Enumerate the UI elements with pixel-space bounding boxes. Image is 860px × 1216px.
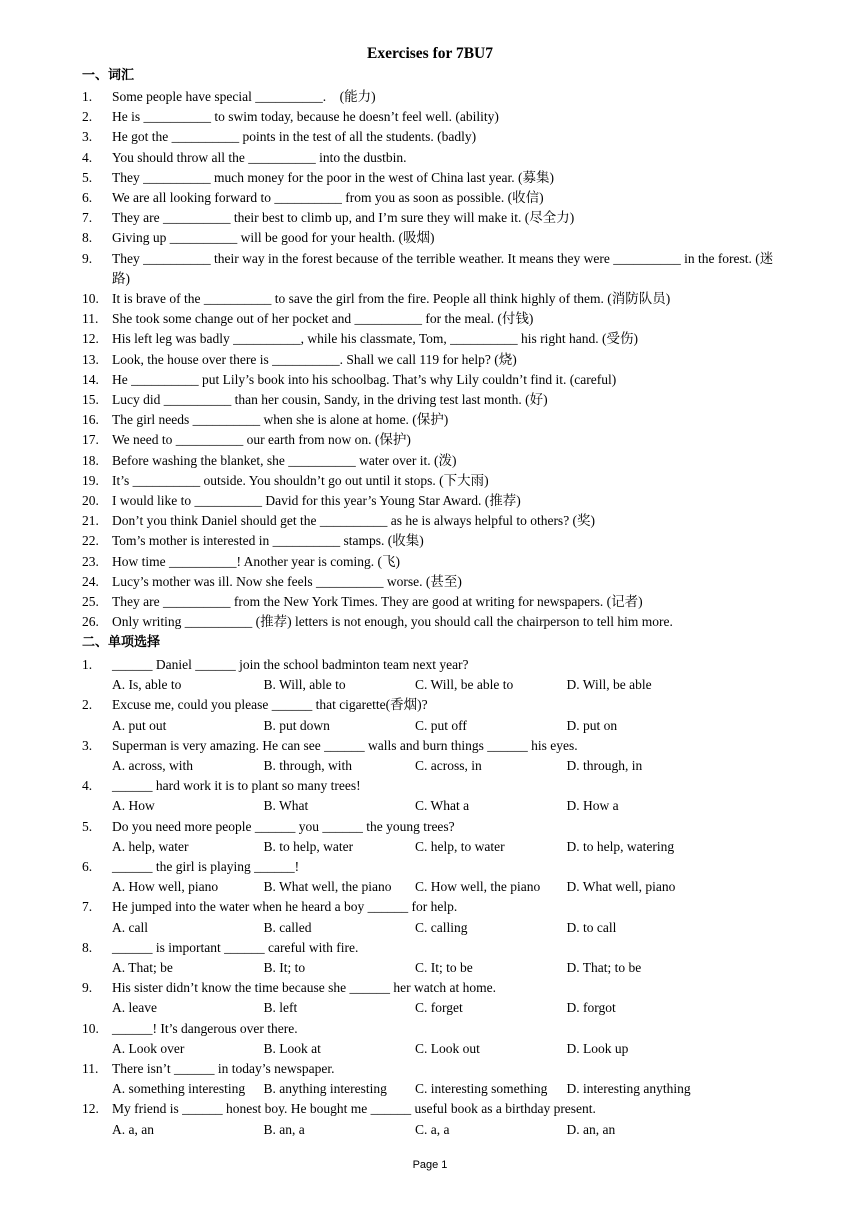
vocab-question [82, 168, 782, 188]
question-text: The girl needs __________ when she is alone at home. (保护) [112, 412, 449, 428]
answer-option: C. How well, the piano [415, 879, 541, 895]
question-text: I would like to __________ David for this year’s Young Star Award. (推荐) [112, 493, 521, 509]
question-text: Superman is very amazing. He can see ______ walls and burn things ______ his eyes. [112, 737, 578, 753]
vocab-question [82, 370, 782, 390]
question-text: He jumped into the water when he heard a boy ______ for help. [112, 899, 458, 915]
vocab-question [82, 511, 782, 531]
mc-question [82, 1059, 782, 1099]
question-number: 8. [82, 230, 93, 246]
vocab-question [82, 350, 782, 370]
question-text: They __________ their way in the forest because of the terrible weather. It means they were __________ in the forest. (迷路) [112, 250, 774, 286]
answer-option: D. to call [566, 919, 617, 935]
answer-option: A. help, water [112, 838, 189, 854]
vocab-question [82, 390, 782, 410]
question-stem [82, 655, 782, 675]
answer-option: C. What a [415, 798, 470, 814]
vocab-question [82, 107, 782, 127]
mc-question [82, 1019, 782, 1059]
question-text: ______ Daniel ______ join the school badminton team next year? [112, 657, 469, 672]
question-number: 5. [82, 169, 93, 185]
question-number: 4. [82, 149, 93, 165]
answer-option: A. How well, piano [112, 879, 219, 895]
answer-option: C. It; to be [415, 960, 473, 976]
answer-option: C. Will, be able to [415, 677, 514, 693]
answer-option: A. Look over [112, 1040, 185, 1056]
question-stem [82, 1059, 782, 1079]
question-number: 10. [82, 291, 99, 307]
question-number: 9. [82, 980, 93, 996]
question-text: He is __________ to swim today, because he doesn’t feel well. (ability) [112, 109, 499, 125]
mc-question [82, 978, 782, 1018]
answer-option: A. call [112, 919, 148, 935]
answer-options [82, 756, 782, 776]
answer-option: D. How a [566, 798, 619, 814]
question-text: It is brave of the __________ to save the girl from the fire. People all think highly of them. (消防队员) [112, 291, 671, 307]
question-text: We need to __________ our earth from now on. (保护) [112, 432, 411, 448]
vocab-question [82, 289, 782, 309]
vocab-question [82, 127, 782, 147]
question-number: 13. [82, 351, 99, 367]
section-heading-multiple-choice: 二、单项选择 [82, 635, 161, 650]
section-heading-vocabulary: 一、词汇 [82, 68, 135, 83]
answer-option: D. Will, be able [566, 677, 652, 693]
answer-options [82, 958, 782, 978]
question-stem [82, 978, 782, 998]
question-text: ______ hard work it is to plant so many trees! [112, 778, 361, 794]
question-text: ______ the girl is playing ______! [112, 859, 300, 875]
vocab-question [82, 572, 782, 592]
vocab-question [82, 410, 782, 430]
question-number: 26. [82, 614, 99, 630]
answer-option: D. Look up [566, 1040, 629, 1056]
answer-options [82, 1079, 782, 1099]
question-text: He __________ put Lily’s book into his schoolbag. That’s why Lily couldn’t find it. (careful) [112, 371, 617, 387]
answer-option: B. Look at [263, 1040, 321, 1056]
question-number: 12. [82, 1101, 99, 1117]
answer-option: D. put on [566, 717, 618, 733]
answer-option: B. left [263, 1000, 298, 1016]
question-stem [82, 736, 782, 756]
vocab-question [82, 491, 782, 511]
answer-option: A. Is, able to [112, 677, 182, 693]
answer-option: D. through, in [566, 758, 643, 774]
question-number: 8. [82, 939, 93, 955]
answer-option: B. What [263, 798, 309, 814]
question-number: 7. [82, 210, 93, 226]
question-text: My friend is ______ honest boy. He bought me ______ useful book as a birthday present. [112, 1101, 596, 1117]
question-number: 24. [82, 573, 99, 589]
answer-option: C. a, a [415, 1121, 450, 1137]
answer-option: C. across, in [415, 758, 482, 774]
answer-options [82, 675, 782, 695]
answer-option: B. called [263, 919, 312, 935]
question-number: 1. [82, 89, 93, 104]
answer-option: D. to help, watering [566, 838, 675, 854]
vocabulary-question-list [82, 87, 782, 632]
answer-option: C. calling [415, 919, 468, 935]
answer-option: A. across, with [112, 758, 193, 774]
question-text: They __________ much money for the poor in the west of China last year. (募集) [112, 169, 555, 185]
question-number: 7. [82, 899, 93, 915]
question-number: 11. [82, 311, 99, 327]
answer-option: D. What well, piano [566, 879, 676, 895]
question-text: Lucy did __________ than her cousin, Sandy, in the driving test last month. (好) [112, 392, 548, 408]
answer-option: A. put out [112, 717, 167, 733]
mc-question [82, 1099, 782, 1139]
answer-option: B. It; to [263, 960, 306, 976]
question-text: ______! It’s dangerous over there. [112, 1020, 298, 1036]
mc-question [82, 938, 782, 978]
question-text: Look, the house over there is __________. Shall we call 119 for help? (烧) [112, 351, 517, 367]
answer-option: C. put off [415, 717, 467, 733]
question-text: His left leg was badly __________, while his classmate, Tom, __________ his right hand. (受伤) [112, 331, 638, 347]
answer-option: C. interesting something [415, 1081, 548, 1097]
answer-option: C. Look out [415, 1040, 480, 1056]
answer-option: A. a, an [112, 1121, 154, 1137]
question-number: 11. [82, 1061, 99, 1077]
vocab-question [82, 329, 782, 349]
question-number: 3. [82, 129, 93, 145]
mc-question [82, 857, 782, 897]
answer-options [82, 877, 782, 897]
vocab-question [82, 87, 782, 107]
question-number: 10. [82, 1020, 99, 1036]
question-number: 25. [82, 594, 99, 610]
question-text: Only writing __________ (推荐) letters is not enough, you should call the chairperson to tell him more. [112, 614, 673, 630]
question-number: 20. [82, 493, 99, 509]
answer-option: C. forget [415, 1000, 463, 1016]
question-number: 1. [82, 657, 93, 672]
vocab-question [82, 309, 782, 329]
question-text: Tom’s mother is interested in __________ stamps. (收集) [112, 533, 424, 549]
answer-option: D. an, an [566, 1121, 616, 1137]
answer-option: D. interesting anything [566, 1081, 691, 1097]
question-text: Don’t you think Daniel should get the __________ as he is always helpful to others? (奖) [112, 513, 596, 529]
answer-option: D. That; to be [566, 960, 642, 976]
answer-option: A. That; be [112, 960, 173, 976]
question-text: Giving up __________ will be good for your health. (吸烟) [112, 230, 435, 246]
vocab-question [82, 592, 782, 612]
question-number: 22. [82, 533, 99, 549]
question-number: 17. [82, 432, 99, 448]
vocab-question [82, 552, 782, 572]
vocab-question [82, 451, 782, 471]
question-stem [82, 938, 782, 958]
answer-options [82, 796, 782, 816]
question-number: 21. [82, 513, 99, 529]
question-stem [82, 857, 782, 877]
answer-options [82, 918, 782, 938]
question-text: Before washing the blanket, she __________ water over it. (泼) [112, 452, 457, 468]
answer-option: B. Will, able to [263, 677, 346, 693]
question-text: How time __________! Another year is coming. (飞) [112, 553, 400, 569]
question-text: ______ is important ______ careful with fire. [112, 939, 359, 955]
question-number: 12. [82, 331, 99, 347]
question-text: Some people have special __________. (能力) [112, 89, 376, 104]
question-stem [82, 1099, 782, 1119]
vocab-question [82, 148, 782, 168]
question-number: 9. [82, 250, 93, 266]
vocab-question [82, 430, 782, 450]
page-number: Page 1 [412, 1159, 448, 1171]
question-text: She took some change out of her pocket and __________ for the meal. (付钱) [112, 311, 534, 327]
vocab-question [82, 612, 782, 632]
vocab-question [82, 208, 782, 228]
question-stem [82, 817, 782, 837]
question-number: 14. [82, 371, 99, 387]
answer-option: A. How [112, 798, 155, 814]
question-text: His sister didn’t know the time because she ______ her watch at home. [112, 980, 497, 996]
answer-option: B. put down [263, 717, 330, 733]
question-text: There isn’t ______ in today’s newspaper. [112, 1061, 335, 1077]
mc-question [82, 817, 782, 857]
question-number: 6. [82, 859, 93, 875]
question-number: 2. [82, 697, 93, 713]
question-text: They are __________ from the New York Times. They are good at writing for newspapers. (记者) [112, 594, 643, 610]
question-stem [82, 695, 782, 715]
mc-question [82, 655, 782, 695]
question-text: We are all looking forward to __________ from you as soon as possible. (收信) [112, 190, 544, 206]
question-number: 23. [82, 553, 99, 569]
vocab-question [82, 471, 782, 491]
answer-option: B. What well, the piano [263, 879, 392, 895]
question-text: It’s __________ outside. You shouldn’t go out until it stops. (下大雨) [112, 472, 489, 488]
answer-option: B. anything interesting [263, 1081, 387, 1097]
question-stem [82, 776, 782, 796]
answer-options [82, 1039, 782, 1059]
page-title: Exercises for 7BU7 [367, 45, 493, 62]
question-text: You should throw all the __________ into the dustbin. [112, 149, 407, 165]
question-number: 16. [82, 412, 99, 428]
question-text: Excuse me, could you please ______ that cigarette(香烟)? [112, 697, 428, 713]
multiple-choice-question-list [82, 655, 782, 1140]
question-number: 2. [82, 109, 93, 125]
vocab-question [82, 531, 782, 551]
answer-options [82, 998, 782, 1018]
question-stem [82, 897, 782, 917]
question-stem [82, 1019, 782, 1039]
vocab-question [82, 228, 782, 248]
answer-option: B. to help, water [263, 838, 354, 854]
answer-option: C. help, to water [415, 838, 505, 854]
answer-options [82, 1120, 782, 1140]
question-text: He got the __________ points in the test of all the students. (badly) [112, 129, 477, 145]
mc-question [82, 897, 782, 937]
mc-question [82, 776, 782, 816]
mc-question [82, 736, 782, 776]
answer-option: B. an, a [263, 1121, 305, 1137]
question-number: 19. [82, 472, 99, 488]
vocab-question [82, 188, 782, 208]
mc-question [82, 695, 782, 735]
answer-option: D. forgot [566, 1000, 616, 1016]
question-text: Do you need more people ______ you ______ the young trees? [112, 818, 455, 834]
question-number: 3. [82, 737, 93, 753]
answer-option: B. through, with [263, 758, 353, 774]
question-text: They are __________ their best to climb up, and I’m sure they will make it. (尽全力) [112, 210, 575, 226]
question-number: 6. [82, 190, 93, 206]
answer-option: A. leave [112, 1000, 157, 1016]
question-number: 5. [82, 818, 93, 834]
question-text: Lucy’s mother was ill. Now she feels __________ worse. (甚至) [112, 573, 462, 589]
vocab-question [82, 249, 782, 289]
answer-option: A. something interesting [112, 1081, 246, 1097]
answer-options [82, 837, 782, 857]
answer-options [82, 716, 782, 736]
question-number: 18. [82, 452, 99, 468]
question-number: 4. [82, 778, 93, 794]
question-number: 15. [82, 392, 99, 408]
